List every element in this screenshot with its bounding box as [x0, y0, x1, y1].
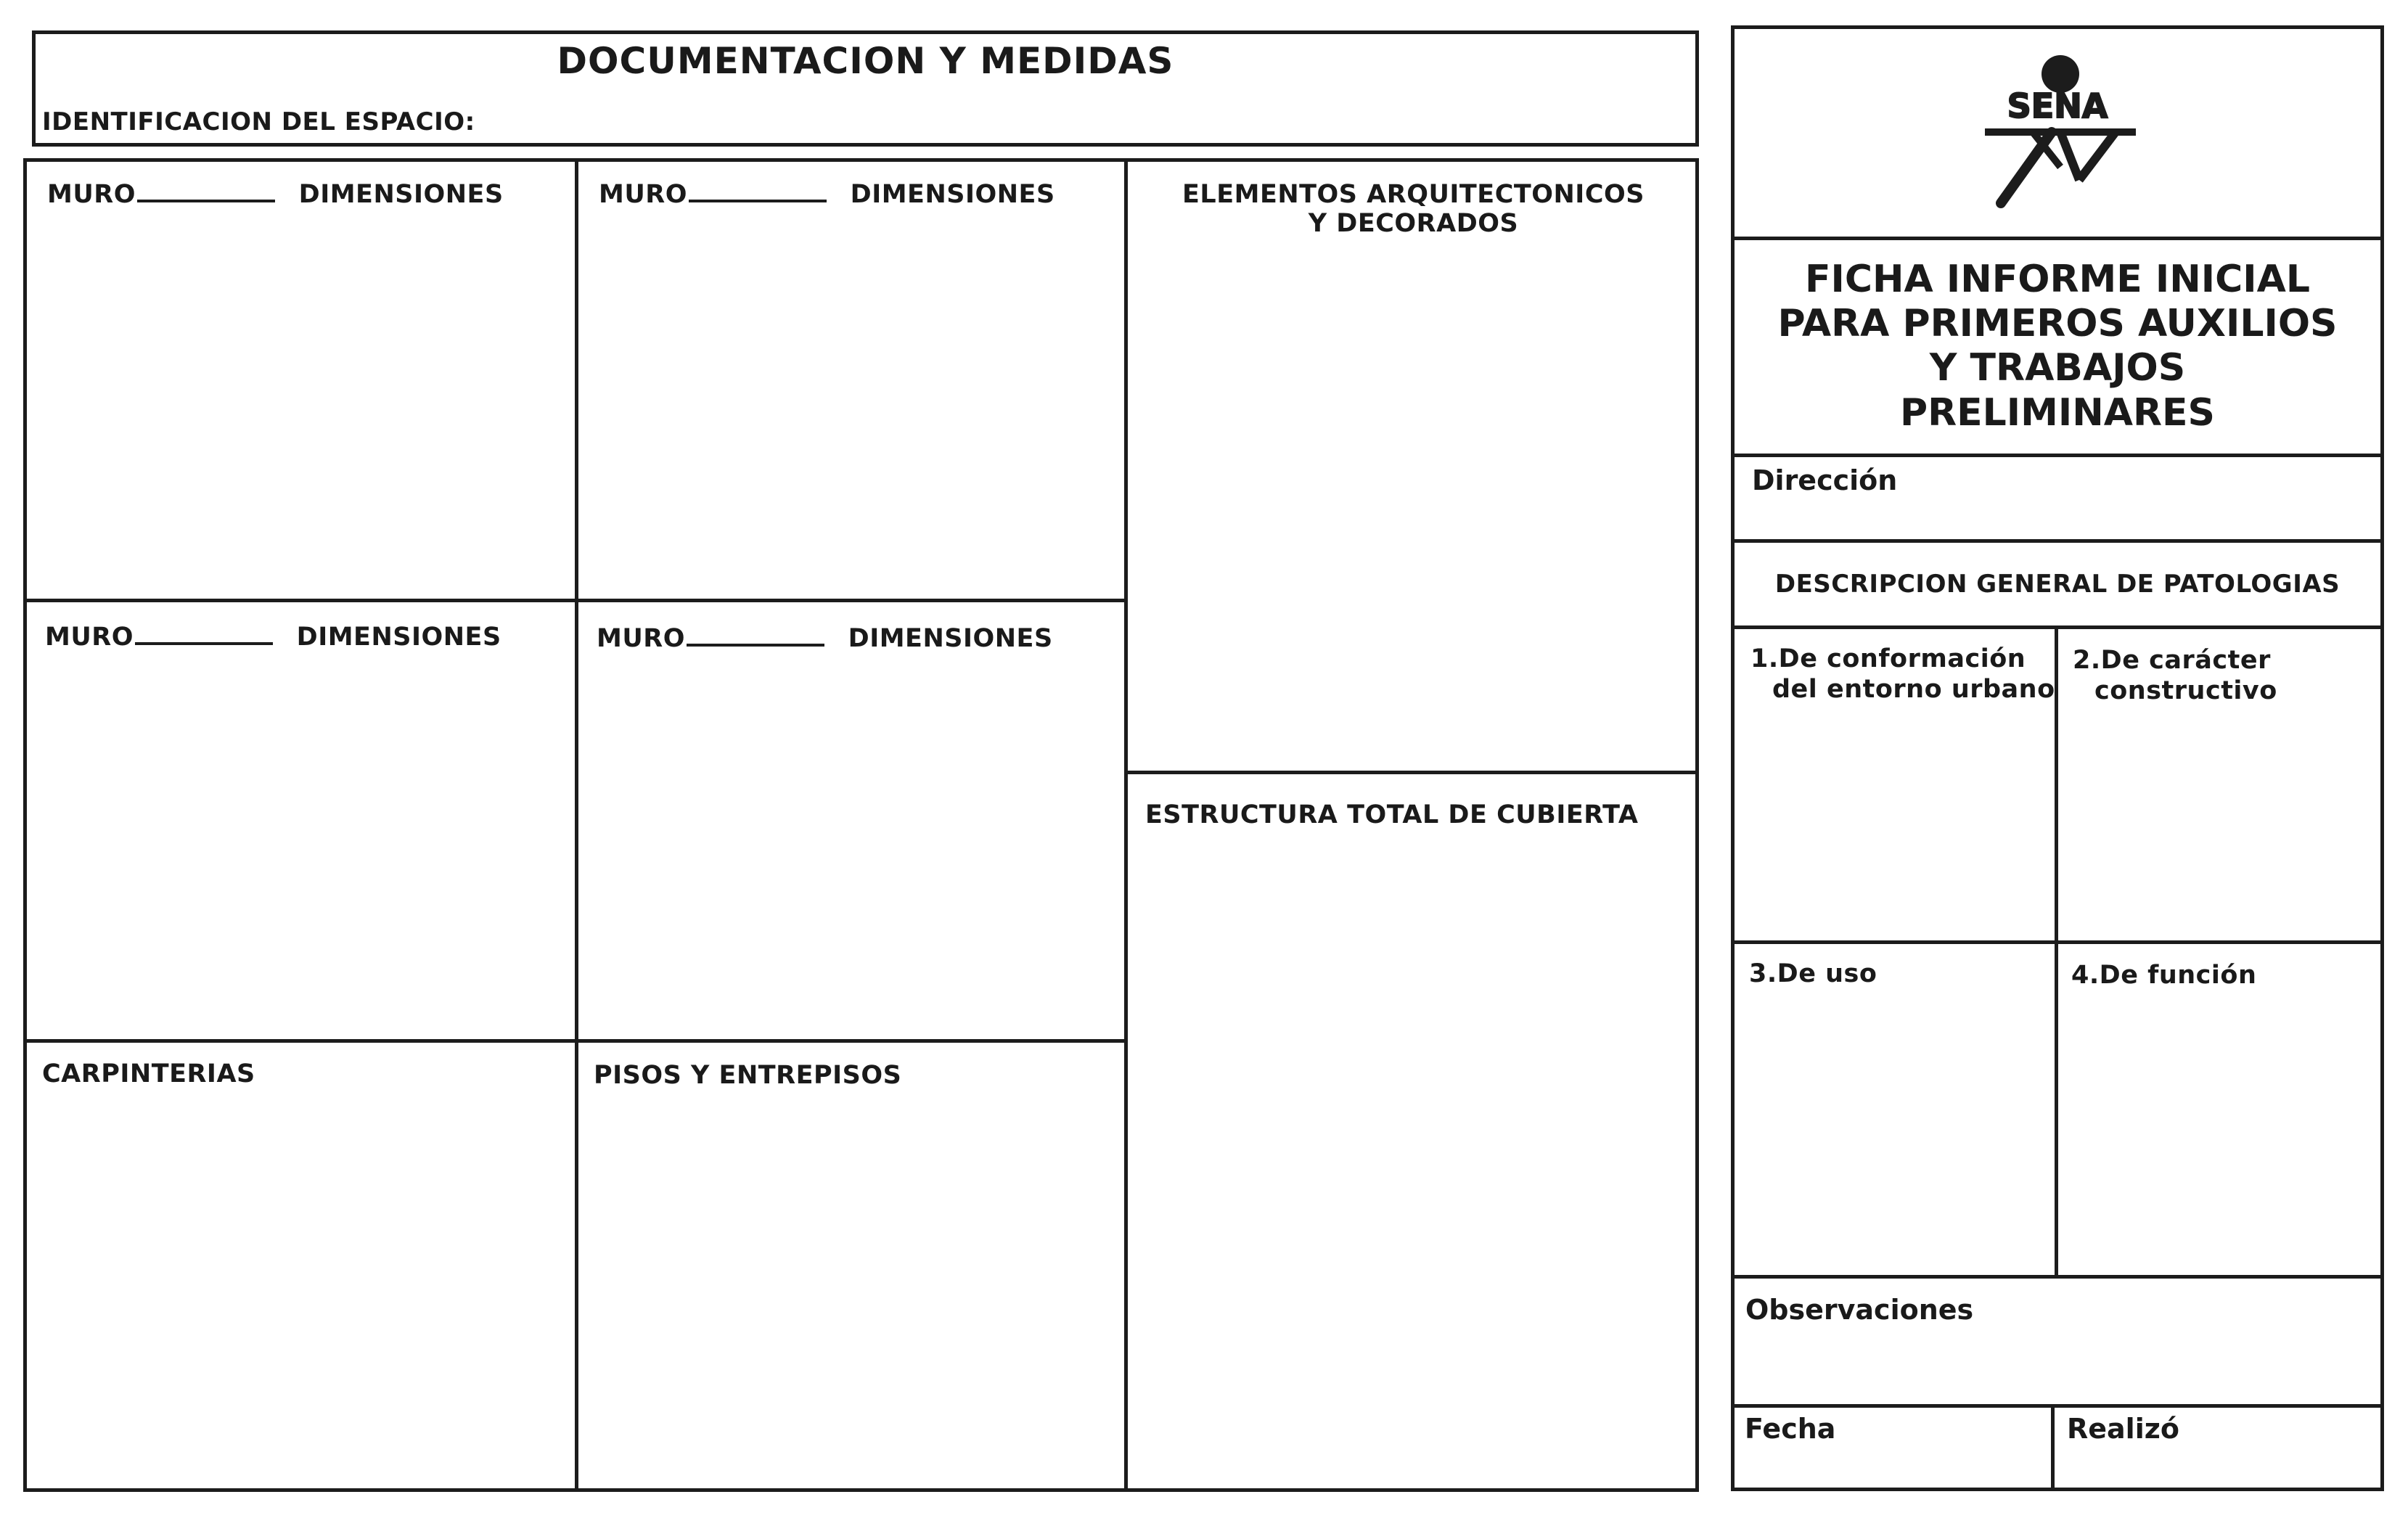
wall-2-blank[interactable]	[689, 178, 827, 202]
floors-label: PISOS Y ENTREPISOS	[594, 1061, 902, 1090]
panel-divider-3	[1731, 539, 2384, 543]
carpentry-label: CARPINTERIAS	[42, 1059, 255, 1088]
wall-3-blank[interactable]	[135, 620, 273, 645]
pathology-3-field[interactable]: 3.De uso	[1749, 959, 1877, 988]
pathology-header: DESCRIPCION GENERAL DE PATOLOGIAS	[1774, 570, 2341, 599]
address-field[interactable]: Dirección	[1752, 464, 1898, 496]
grid-divider-h2	[23, 1039, 1128, 1043]
wall-3-label: MURO	[45, 623, 134, 652]
pathology-2-line1: 2.De carácter	[2073, 646, 2271, 675]
pathology-divider-h	[1731, 940, 2384, 944]
sena-logo-icon	[1970, 51, 2145, 210]
wall-3-dimensions: DIMENSIONES	[296, 623, 501, 652]
pathology-1-line2: del entorno urbano	[1772, 675, 2055, 704]
wall-4-dimensions: DIMENSIONES	[848, 624, 1053, 653]
form-title-line-3: Y TRABAJOS	[1929, 346, 2186, 390]
roof-structure-label: ESTRUCTURA TOTAL DE CUBIERTA	[1145, 800, 1639, 829]
grid-divider-h1	[23, 599, 1128, 602]
date-field[interactable]: Fecha	[1745, 1413, 1836, 1445]
panel-divider-6	[1731, 1404, 2384, 1408]
arch-elements-label-1: ELEMENTOS ARQUITECTONICOS	[1182, 180, 1645, 209]
footer-divider-v	[2051, 1404, 2055, 1491]
form-title-line-1: FICHA INFORME INICIAL	[1804, 258, 2310, 301]
page-title: DOCUMENTACION Y MEDIDAS	[557, 40, 1174, 82]
logo-text	[1970, 116, 1971, 117]
wall-2-dimensions: DIMENSIONES	[850, 180, 1055, 209]
wall-4-field[interactable]	[597, 622, 1053, 653]
svg-text:SENA: SENA	[2007, 86, 2108, 126]
grid-divider-h3	[1124, 771, 1699, 774]
pathology-1-field[interactable]	[1750, 644, 2055, 704]
panel-divider-5	[1731, 1275, 2384, 1279]
wall-1-label: MURO	[47, 180, 136, 209]
sena-logo	[1970, 51, 2145, 210]
wall-4-blank[interactable]	[687, 622, 824, 647]
space-id-field[interactable]: IDENTIFICACION DEL ESPACIO:	[42, 107, 475, 136]
pathology-4-field[interactable]: 4.De función	[2071, 961, 2257, 990]
wall-1-field[interactable]	[47, 178, 504, 209]
pathology-2-field[interactable]	[2073, 646, 2277, 705]
wall-3-field[interactable]	[45, 620, 501, 652]
arch-elements-label-2: Y DECORADOS	[1308, 209, 1519, 238]
panel-divider-2	[1731, 454, 2384, 457]
grid-divider-v1	[575, 158, 578, 1492]
form-title-line-2: PARA PRIMEROS AUXILIOS	[1777, 302, 2338, 345]
wall-1-dimensions: DIMENSIONES	[298, 180, 504, 209]
wall-1-blank[interactable]	[137, 178, 275, 202]
pathology-2-line2: constructivo	[2094, 676, 2277, 705]
made-by-field[interactable]: Realizó	[2067, 1413, 2179, 1445]
grid-divider-v2	[1124, 158, 1128, 1492]
pathology-divider-v	[2055, 625, 2058, 1279]
observations-field[interactable]: Observaciones	[1745, 1294, 1974, 1326]
form-title-line-4: PRELIMINARES	[1899, 391, 2216, 435]
wall-4-label: MURO	[597, 624, 685, 653]
wall-2-field[interactable]	[599, 178, 1055, 209]
pathology-1-line1: 1.De conformación	[1750, 644, 2026, 673]
panel-divider-1	[1731, 237, 2384, 240]
wall-2-label: MURO	[599, 180, 687, 209]
